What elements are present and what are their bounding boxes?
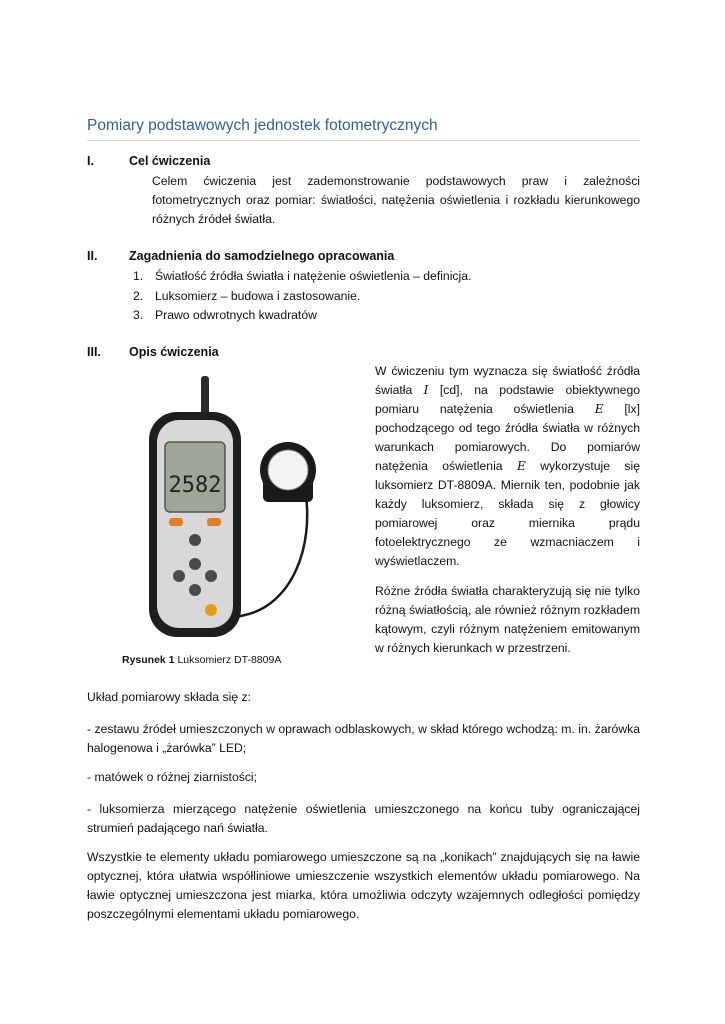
text-run: [lx] pochodzącego od tego źródła światła w różnych warunkach pomiarowych. Do pomiarów natężenia oświetlenia [375, 402, 640, 473]
list-item-text: Luksomierz – budowa i zastosowanie. [155, 288, 361, 303]
section-3-number: III. [87, 345, 101, 359]
list-item-text: Prawo odwrotnych kwadratów [155, 308, 317, 322]
button-right-orange [207, 518, 221, 526]
section-3-heading: Opis ćwiczenia [129, 345, 219, 359]
button-left [173, 570, 185, 582]
list-item [133, 287, 613, 307]
body-paragraph-3: - matówek o różnej ziarnistości; [87, 770, 258, 784]
lcd-reading: 2582 [168, 473, 222, 498]
caption-label: Rysunek 1 [122, 654, 175, 666]
section-3-paragraph-2: Różne źródła światła charakteryzują się nie tylko różną światłością, ale również różnym rozkładem kątowym, czyli różnym natężeniem emitowanym w różnych kierunkach w przestrzeni. [375, 584, 640, 655]
list-item [133, 267, 613, 287]
text-run: wykorzystuje się luksomierz DT-8809A. Miernik ten, podobnie jak każdy luksomierz, składa się z głowicy pomiarowej oraz miernika prądu fotoelektrycznego ze wzmacniaczem i wyświetlaczem. [375, 459, 640, 568]
section-1-number: I. [87, 154, 94, 168]
sensor-dome [268, 450, 308, 490]
section-1-heading: Cel ćwiczenia [129, 154, 211, 168]
section-2-heading: Zagadnienia do samodzielnego opracowania [129, 249, 395, 263]
section-2-number: II. [87, 249, 98, 263]
button-left-orange [169, 518, 183, 526]
body-paragraph-1: Układ pomiarowy składa się z: [87, 690, 251, 704]
button-center [189, 534, 201, 546]
section-3-paragraph-1 [375, 362, 640, 571]
body-paragraph-5: Wszystkie te elementy układu pomiarowego umieszczone są na „konikach” znajdujących się na ławie optycznej, która ułatwia współliniowe umieszczenie wszystkich elementów układu pomiarowego. Na ławie optycznej umieszczona jest miarka, która umożliwia odczyty wzajemnych odległości pomiędzy poszczególnymi elementami układu pomiarowego. [87, 850, 640, 921]
luxmeter-figure [115, 370, 355, 650]
caption-text: Luksomierz DT-8809A [174, 654, 282, 666]
topics-list [133, 267, 613, 326]
list-item-number: 1. [133, 269, 144, 283]
list-item [133, 306, 613, 326]
list-item-number: 3. [133, 308, 144, 322]
button-down [189, 584, 201, 596]
figure-caption [122, 654, 281, 666]
body-paragraph-2: - zestawu źródeł umieszczonych w oprawach odblaskowych, w skład którego wchodzą: m. in. żarówka halogenowa i „żarówka” LED; [87, 722, 640, 755]
variable-e: E [594, 402, 604, 416]
text-run: [cd], na podstawie obiektywnego pomiaru natężenia oświetlenia [375, 383, 640, 416]
list-item-text: Światłość źródła światła i natężenie oświetlenia – definicja. [155, 269, 472, 283]
button-up [189, 558, 201, 570]
body-paragraph-4: - luksomierza mierzącego natężenie oświetlenia umieszczonego na końcu tuby ograniczającej strumień padającego nań światła. [87, 802, 640, 835]
text-run: W ćwiczeniu tym wyznacza się światłość źródła światła [375, 364, 640, 397]
variable-i: I [423, 383, 429, 397]
variable-e: E [516, 459, 526, 473]
list-item-number: 2. [133, 288, 144, 303]
section-1-text: Celem ćwiczenia jest zademonstrowanie podstawowych praw i zależności fotometrycznych oraz pomiar: światłości, natężenia oświetlenia i rozkładu kierunkowego różnych źródeł światła. [152, 174, 640, 226]
document-title: Pomiary podstawowych jednostek fotometrycznych [87, 117, 640, 141]
button-right [205, 570, 217, 582]
power-button [205, 604, 217, 616]
